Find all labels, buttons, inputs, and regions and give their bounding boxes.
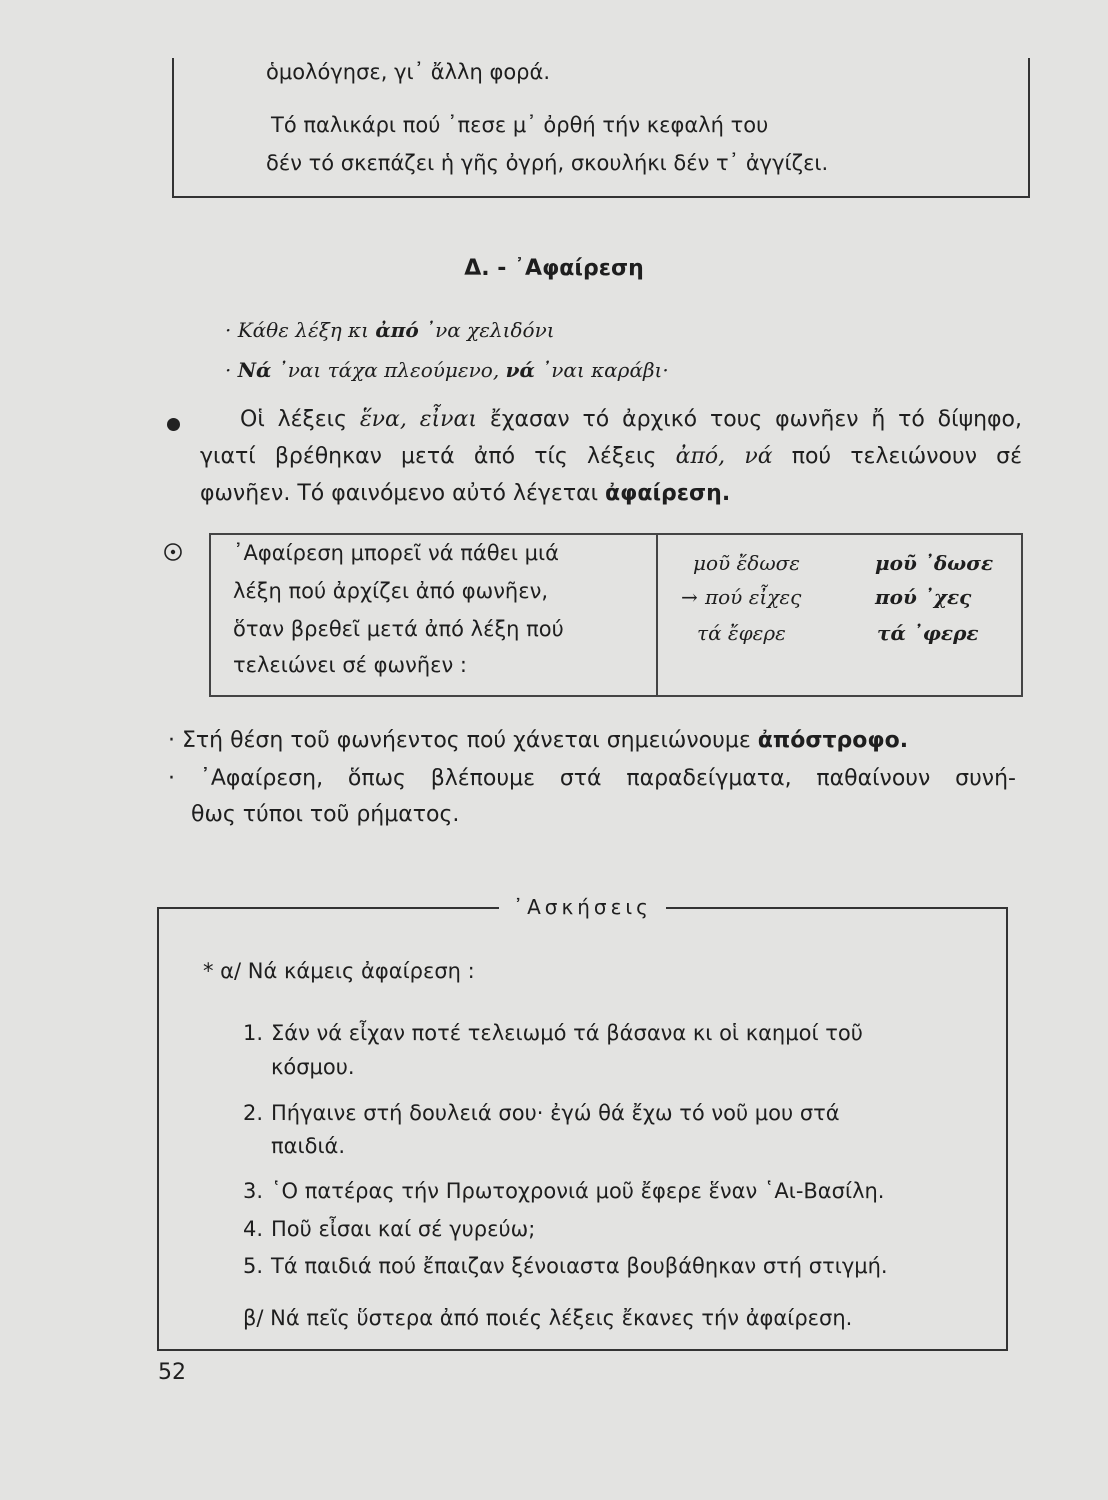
example-line-2 — [225, 358, 669, 382]
exercise-a-label: * α/ Νά κάμεις ἀφαίρεση : — [203, 959, 475, 983]
explanation-text: ἔχασαν τό ἀρχικό τους φωνῆεν ἤ τό δίψηφο, — [477, 407, 1022, 432]
rule-line-1: ᾽Αφαίρεση μπορεῖ νά πάθει μιά — [233, 541, 559, 565]
rule-line-4: τελειώνει σέ φωνῆεν : — [233, 653, 467, 677]
exercise-b-label: β/ Νά πεῖς ὕστερα ἀπό ποιές λέξεις ἔκανες τήν ἀφαίρεση. — [243, 1306, 853, 1330]
example-bold: νά — [505, 358, 535, 382]
example-after-1: μοῦ ᾽δωσε — [875, 551, 994, 575]
exercises-title-text: ᾽Ασκήσεις — [499, 895, 666, 919]
explanation-text: γιατί βρέθηκαν μετά ἀπό τίς λέξεις — [200, 444, 676, 469]
rule-line-2: λέξη πού ἀρχίζει ἀπό φωνῆεν, — [233, 579, 548, 603]
poem-line-1: ὁμολόγησε, γι᾽ ἄλλη φορά. — [266, 60, 551, 84]
example-bold: ἀπό — [375, 318, 419, 342]
exercise-item-5-line-1: Τά παιδιά πού ἔπαιζαν ξένοιαστα βουβάθηκαν στή στιγμή. — [271, 1254, 888, 1278]
page-number: 52 — [158, 1360, 186, 1385]
example-after-2: πού ᾽χες — [875, 585, 972, 609]
example-text: ᾽να χελιδόνι — [418, 318, 555, 342]
poem-line-2: Τό παλικάρι πού ᾽πεσε μ᾽ ὀρθή τήν κεφαλή του — [271, 113, 769, 137]
explanation-line-3 — [200, 481, 730, 506]
exercise-item-1-line-2: κόσμου. — [271, 1055, 355, 1079]
explanation-text: φωνῆεν. Τό φαινόμενο αὐτό λέγεται — [200, 481, 606, 506]
example-after-3: τά ᾽φερε — [877, 621, 979, 645]
note-2-line-1 — [168, 766, 1016, 791]
note-text: Στή θέση τοῦ φωνήεντος πού χάνεται σημειώνουμε — [182, 728, 758, 753]
example-bullet: · — [225, 358, 232, 382]
exercise-item-number: 1. — [243, 1021, 264, 1045]
term-bold: ἀπόστροφο. — [757, 728, 909, 753]
explanation-line-2 — [200, 444, 1022, 469]
explanation-text: πού τελειώνουν σέ — [772, 444, 1022, 469]
exercises-title — [159, 895, 1006, 919]
term-bold: ἀφαίρεση. — [605, 481, 731, 506]
example-before-3: τά ἔφερε — [697, 621, 786, 645]
filled-circle-icon — [167, 418, 180, 431]
note-2-line-2: θως τύποι τοῦ ρήματος. — [191, 802, 460, 827]
explanation-italic: ἀπό, νά — [675, 444, 773, 469]
explanation-text: Οἱ λέξεις — [240, 407, 360, 432]
exercise-item-3-line-1: ῾Ο πατέρας τήν Πρωτοχρονιά μοῦ ἔφερε ἕναν ῾Αι-Βασίλη. — [271, 1179, 885, 1203]
example-before-1: μοῦ ἔδωσε — [693, 551, 801, 575]
example-text: ᾽ναι τάχα πλεούμενο, — [271, 358, 506, 382]
example-before-2: πού εἶχες — [705, 585, 802, 609]
section-title: Δ. - ᾽Αφαίρεση — [464, 256, 644, 281]
exercise-item-number: 5. — [243, 1254, 264, 1278]
exercise-item-1-line-1: Σάν νά εἶχαν ποτέ τελειωμό τά βάσανα κι οἱ καημοί τοῦ — [271, 1021, 863, 1045]
note-text: ᾽Αφαίρεση, ὅπως βλέπουμε στά παραδείγματα, παθαίνουν συνή- — [199, 766, 1016, 791]
note-bullet: · — [168, 728, 182, 753]
exercise-item-2-line-1: Πήγαινε στή δουλειά σου· ἐγώ θά ἔχω τό νοῦ μου στά — [271, 1101, 840, 1125]
exercise-item-number: 3. — [243, 1179, 264, 1203]
explanation-line-1 — [200, 407, 1022, 432]
exercises-box — [157, 895, 1008, 1351]
example-bullet: · — [225, 318, 232, 342]
explanation-italic: ἕνα, εἶναι — [359, 407, 478, 432]
example-text: Κάθε λέξη κι — [237, 318, 376, 342]
exercise-item-number: 2. — [243, 1101, 264, 1125]
poem-line-3: δέν τό σκεπάζει ἡ γῆς ὀγρή, σκουλήκι δέν τ᾽ ἀγγίζει. — [266, 151, 829, 175]
rule-divider — [656, 535, 658, 695]
arrow-right-icon: → — [681, 585, 698, 609]
rule-box — [209, 533, 1023, 697]
poem-box — [172, 58, 1030, 198]
example-line-1 — [225, 318, 555, 342]
example-bold: Νά — [237, 358, 272, 382]
example-text: ᾽ναι καράβι· — [534, 358, 669, 382]
exercise-item-2-line-2: παιδιά. — [271, 1134, 346, 1158]
circled-dot-icon — [163, 542, 183, 562]
note-1 — [168, 728, 908, 753]
note-bullet: · — [168, 766, 200, 791]
exercise-item-number: 4. — [243, 1217, 264, 1241]
rule-line-3: ὅταν βρεθεῖ μετά ἀπό λέξη πού — [233, 617, 564, 641]
exercise-item-4-line-1: Ποῦ εἶσαι καί σέ γυρεύω; — [271, 1217, 536, 1241]
